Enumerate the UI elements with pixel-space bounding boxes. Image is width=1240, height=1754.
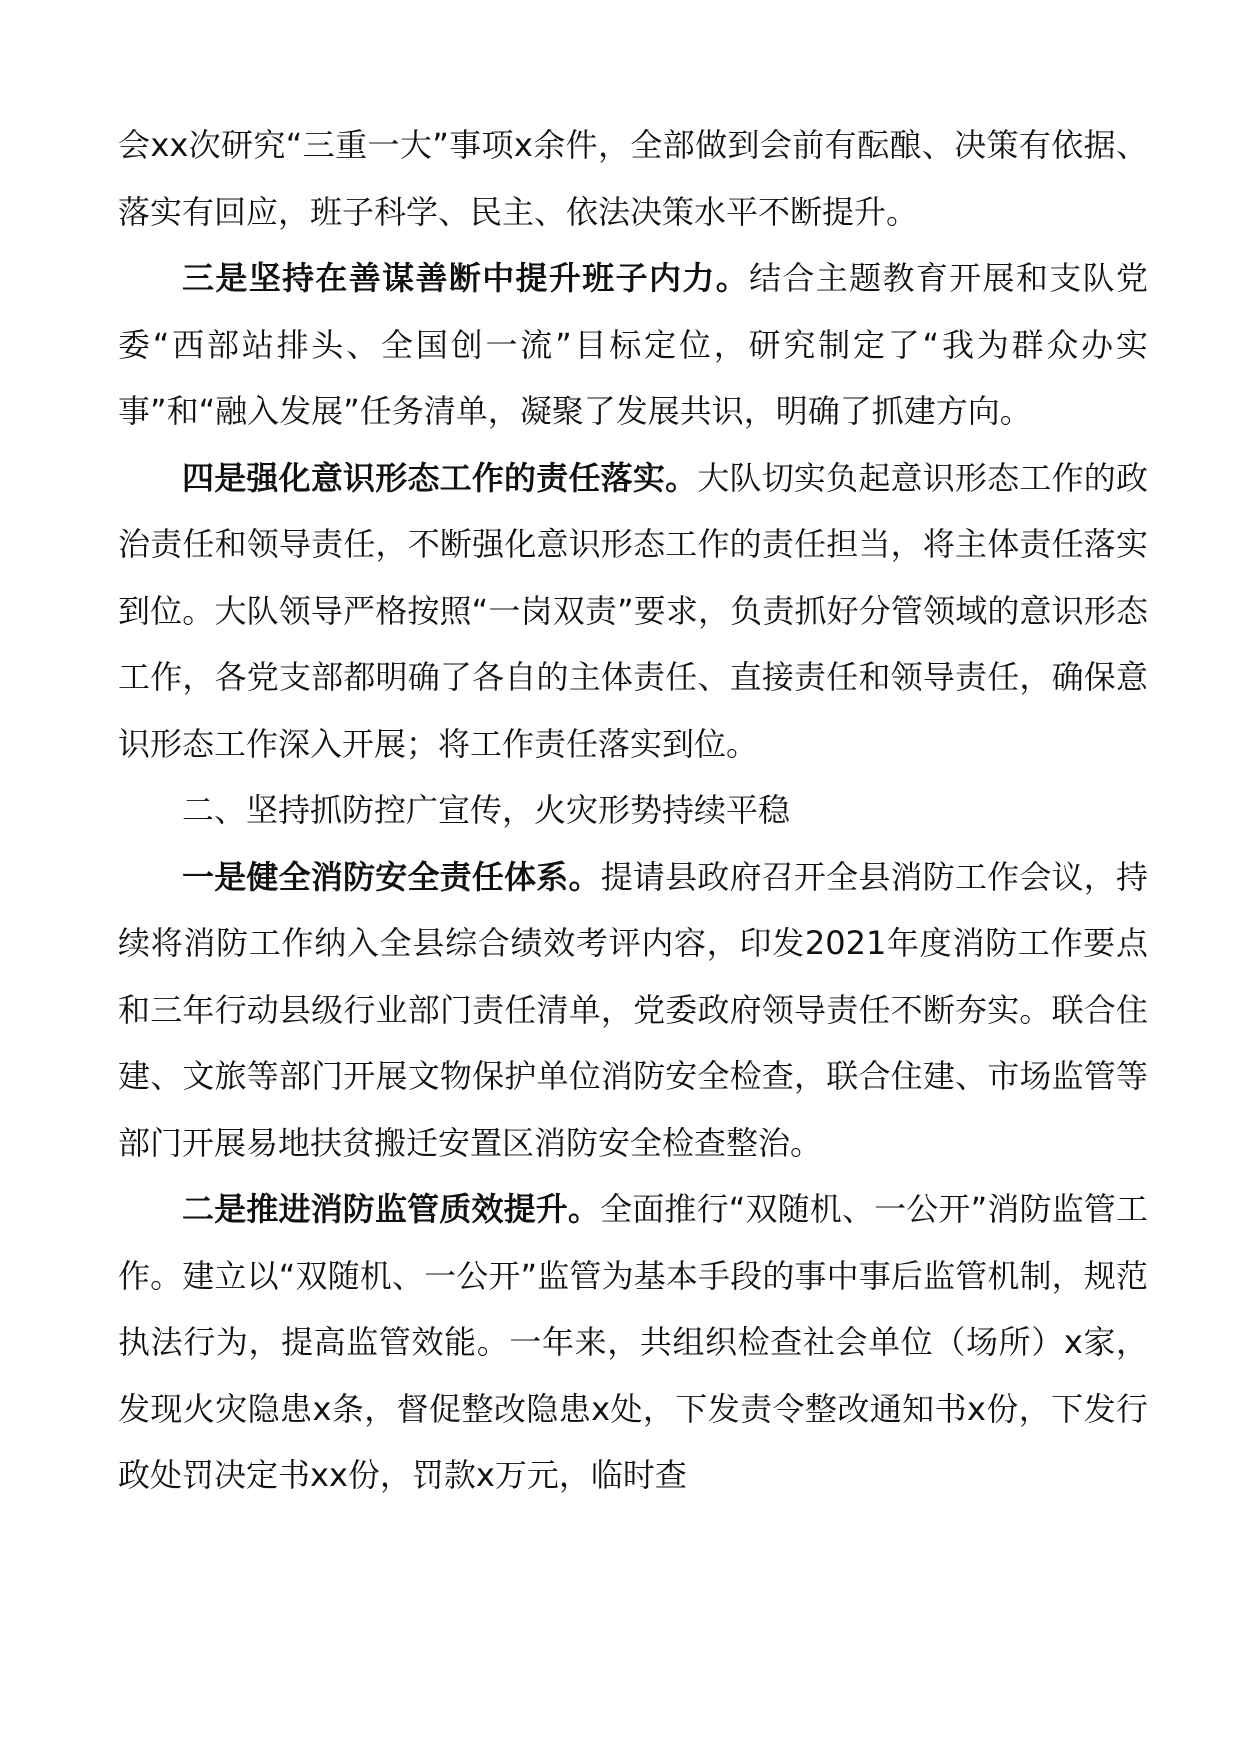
paragraph-5: [118, 844, 1148, 1177]
paragraph-text: 大队切实负起意识形态工作的政治责任和领导责任，不断强化意识形态工作的责任担当，将主体责任落实到位。大队领导严格按照“一岗双责”要求，负责抓好分管领域的意识形态工作，各党支部都明确了各自的主体责任、直接责任和领导责任，确保意识形态工作深入开展；将工作责任落实到位。: [118, 458, 1148, 763]
paragraph-1: [118, 112, 1148, 245]
paragraph-2: [118, 245, 1148, 445]
paragraph-text: 会xx次研究“三重一大”事项x余件，全部做到会前有酝酿、决策有依据、落实有回应，班子科学、民主、依法决策水平不断提升。: [118, 126, 1148, 231]
paragraph-3: [118, 445, 1148, 778]
paragraph-text: 全面推行“双随机、一公开”消防监管工作。建立以“双随机、一公开”监管为基本手段的事中事后监管机制，规范执法行为，提高监管效能。一年来，共组织检查社会单位（场所）x家，发现火灾隐患x条，督促整改隐患x处，下发责令整改通知书x份，下发行政处罚决定书xx份，罚款x万元，临时查: [118, 1190, 1148, 1494]
paragraph-6: [118, 1176, 1148, 1509]
paragraph-lead: 四是强化意识形态工作的责任落实。: [182, 458, 698, 497]
paragraph-text: 提请县政府召开全县消防工作会议，持续将消防工作纳入全县综合绩效考评内容，印发2021年度消防工作要点和三年行动县级行业部门责任清单，党委政府领导责任不断夯实。联合住建、文旅等部门开展文物保护单位消防安全检查，联合住建、市场监管等部门开展易地扶贫搬迁安置区消防安全检查整治。: [118, 857, 1148, 1162]
paragraph-text: 二、坚持抓防控广宣传，火灾形势持续平稳: [182, 791, 791, 829]
paragraph-text: 结合主题教育开展和支队党委“西部站排头、全国创一流”目标定位，研究制定了“我为群众办实事”和“融入发展”任务清单，凝聚了发展共识，明确了抓建方向。: [118, 259, 1148, 430]
section-heading: [118, 777, 1148, 844]
paragraph-lead: 三是坚持在善谋善断中提升班子内力。: [182, 259, 750, 297]
paragraph-lead: 一是健全消防安全责任体系。: [182, 857, 601, 896]
document-page: [118, 112, 1148, 1509]
paragraph-lead: 二是推进消防监管质效提升。: [182, 1190, 601, 1228]
